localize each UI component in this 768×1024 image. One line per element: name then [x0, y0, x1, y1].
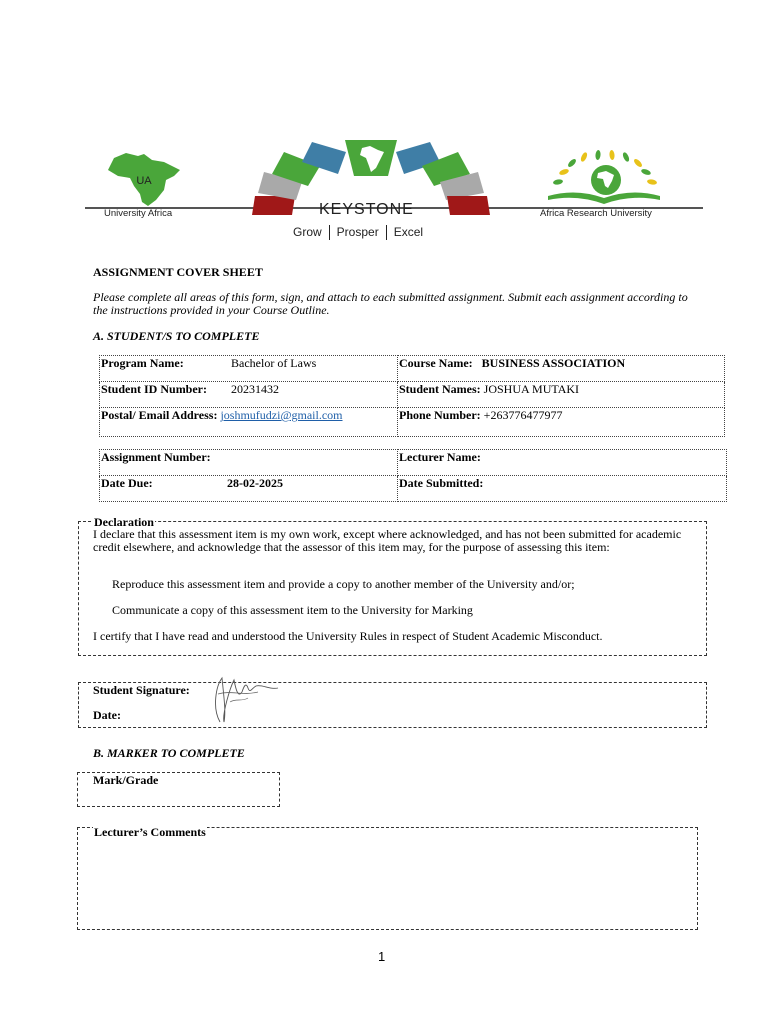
course-cell[interactable]	[398, 356, 725, 382]
declaration-item-reproduce: Reproduce this assessment item and provide a copy to another member of the University and/or;	[112, 577, 575, 591]
arch-block-red-right	[447, 196, 490, 215]
assignment-number-cell[interactable]	[100, 450, 398, 476]
program-label: Program Name:	[101, 356, 184, 370]
table-row	[100, 356, 725, 382]
phone-cell[interactable]	[398, 408, 725, 437]
date-submitted-label: Date Submitted:	[399, 476, 484, 490]
table-row	[100, 450, 727, 476]
program-cell[interactable]	[100, 356, 398, 382]
table-row	[100, 476, 727, 502]
keystone-title: KEYSTONE	[319, 201, 414, 218]
postal-email-cell[interactable]	[100, 408, 398, 437]
assignment-info-table	[99, 449, 727, 502]
section-a-heading: A. STUDENT/S TO COMPLETE	[93, 329, 260, 343]
phone-label: Phone Number:	[399, 408, 481, 422]
africa-research-university-logo	[540, 150, 670, 208]
student-signature-label: Student Signature:	[93, 683, 190, 697]
signature-box	[78, 682, 707, 728]
lecturer-comments-label: Lecturer’s Comments	[94, 825, 206, 839]
date-submitted-cell[interactable]	[398, 476, 727, 502]
tagline-separator	[386, 225, 387, 240]
university-africa-logo	[104, 150, 182, 208]
tagline-separator	[329, 225, 330, 240]
tagline-prosper: Prosper	[336, 225, 379, 239]
table-row	[100, 408, 725, 437]
lecturer-name-label: Lecturer Name:	[399, 450, 481, 464]
date-due-cell[interactable]	[100, 476, 398, 502]
date-due-label: Date Due:	[101, 476, 153, 490]
page-number: 1	[378, 949, 386, 964]
date-due-value: 28-02-2025	[227, 476, 283, 490]
student-info-table	[99, 355, 725, 437]
declaration-certify: I certify that I have read and understood the University Rules in respect of Student Academic Misconduct.	[93, 629, 603, 643]
ua-abbrev: UA	[136, 175, 152, 187]
africa-research-university-caption: Africa Research University	[540, 208, 652, 219]
mark-grade-label: Mark/Grade	[93, 773, 159, 787]
lecturer-name-cell[interactable]	[398, 450, 727, 476]
date-label: Date:	[93, 708, 121, 722]
table-row	[100, 382, 725, 408]
declaration-title: Declaration	[94, 515, 154, 529]
keystone-tagline	[293, 225, 423, 240]
student-names-cell[interactable]	[398, 382, 725, 408]
course-label: Course Name:	[399, 356, 473, 370]
section-b-heading: B. MARKER TO COMPLETE	[93, 746, 245, 760]
tagline-grow: Grow	[293, 225, 322, 239]
arch-block-red-left	[252, 196, 295, 215]
course-value: BUSINESS ASSOCIATION	[481, 356, 626, 370]
email-link[interactable]: joshmufudzi@gmail.com	[220, 408, 343, 422]
university-africa-caption: University Africa	[104, 208, 173, 219]
student-names-value: JOSHUA MUTAKI	[483, 382, 580, 396]
student-names-label: Student Names:	[399, 382, 481, 396]
student-id-cell[interactable]	[100, 382, 398, 408]
student-id-value: 20231432	[231, 382, 279, 396]
assignment-number-label: Assignment Number:	[101, 450, 211, 464]
intro-instructions: Please complete all areas of this form, sign, and attach to each submitted assignment. Submit each assignment according to the instructions provided in your Course Outline.	[93, 290, 688, 317]
declaration-paragraph: I declare that this assessment item is my own work, except where acknowledged, and has not been submitted for academic credit elsewhere, and acknowledge that the assessor of this item may, for the purpose of assessing this item:	[93, 527, 682, 554]
mark-grade-box[interactable]	[77, 772, 280, 807]
tagline-excel: Excel	[393, 225, 424, 239]
postal-email-label: Postal/ Email Address:	[101, 408, 218, 422]
handwritten-signature-icon	[208, 668, 280, 726]
student-id-label: Student ID Number:	[101, 382, 208, 396]
declaration-item-communicate: Communicate a copy of this assessment item to the University for Marking	[112, 603, 473, 617]
program-value: Bachelor of Laws	[231, 356, 317, 370]
lecturer-comments-box[interactable]	[77, 827, 698, 930]
declaration-box	[78, 515, 707, 656]
page-title: ASSIGNMENT COVER SHEET	[93, 265, 263, 279]
phone-value: +263776477977	[483, 408, 563, 422]
